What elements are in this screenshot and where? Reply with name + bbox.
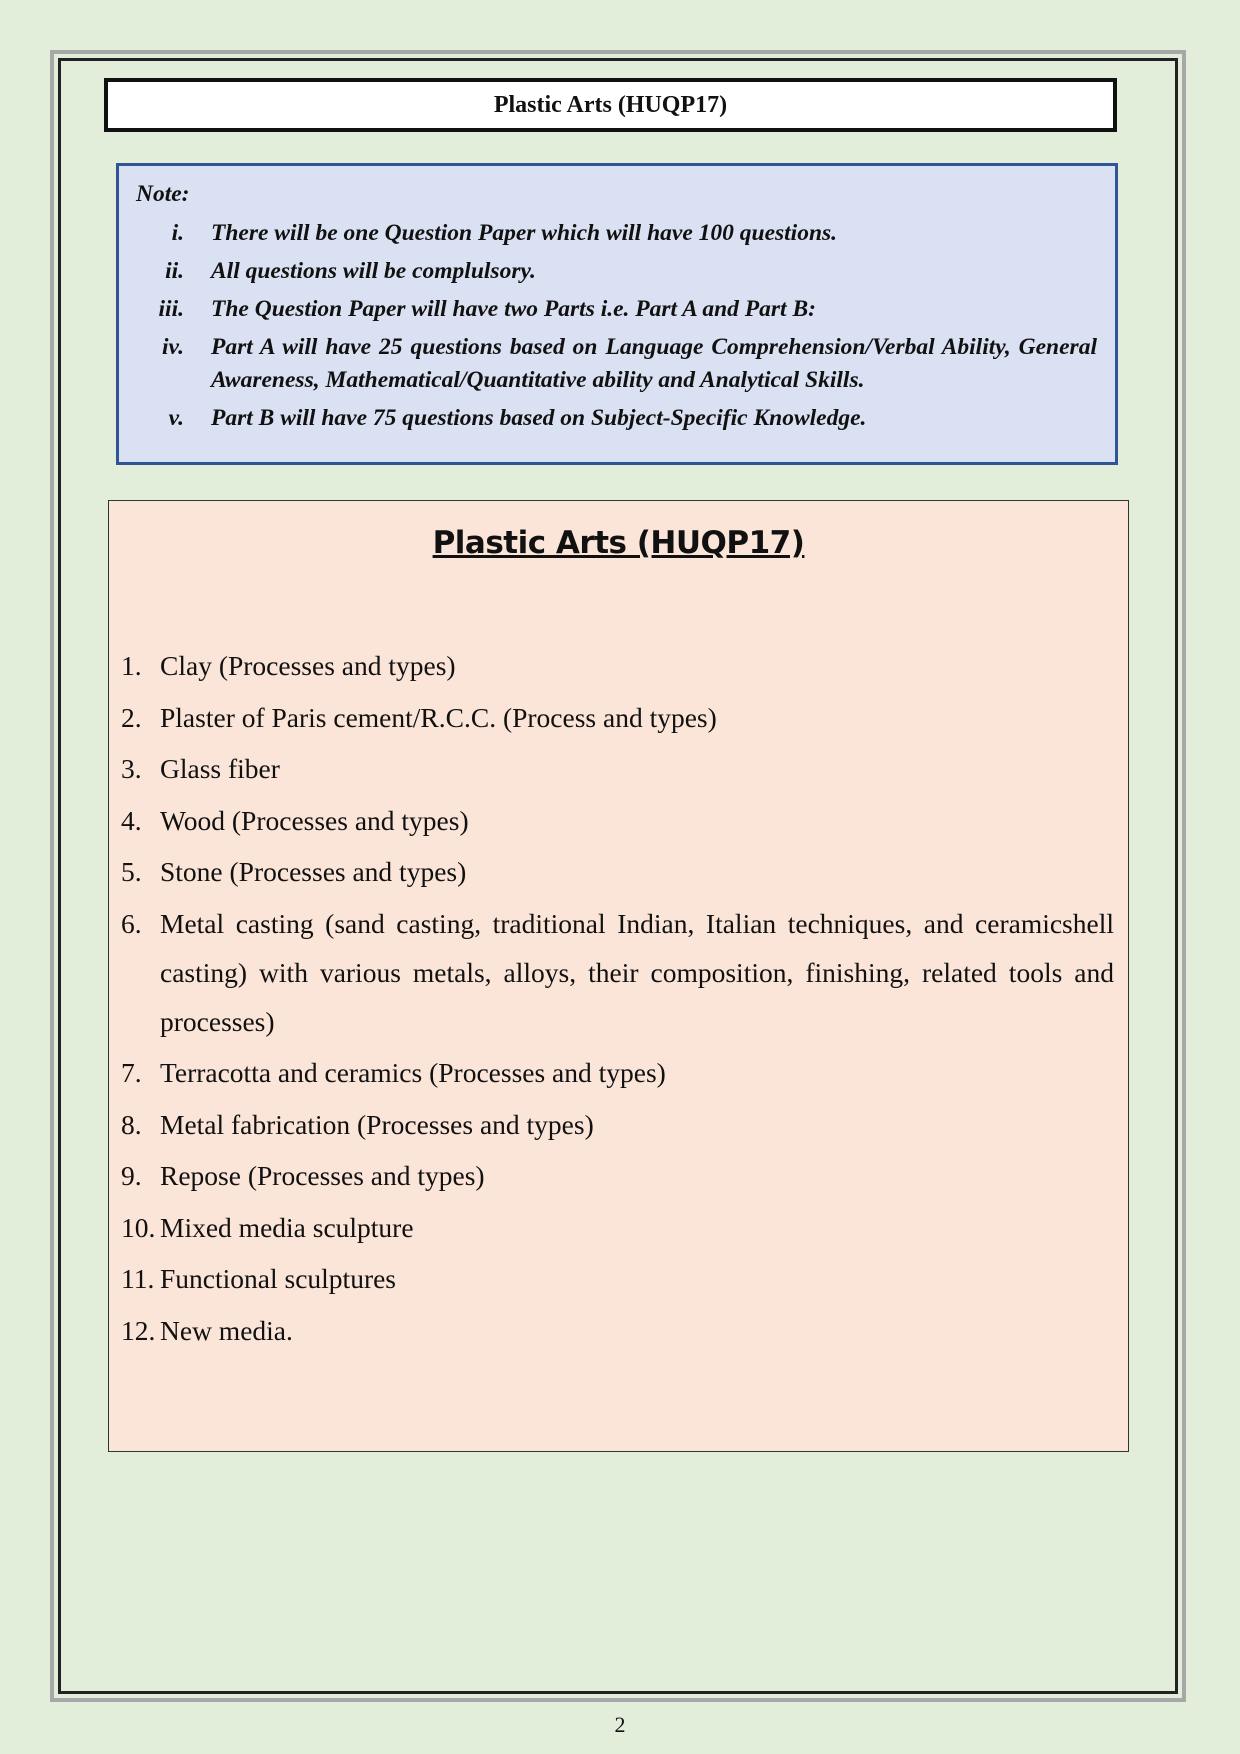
list-item [121, 744, 1114, 793]
note-heading: Note: [136, 181, 190, 207]
note-item-number: iii. [158, 296, 184, 322]
note-item-text: Part A will have 25 questions based on Language Comprehension/Verbal Ability, General Awareness, Mathematical/Quantitative ability and Analytical Skills. [211, 334, 1097, 393]
note-item [136, 293, 1097, 326]
list-item [121, 641, 1114, 690]
topic-number: 5. [121, 856, 142, 887]
topic-number: 8. [121, 1108, 142, 1140]
note-item [136, 331, 1097, 397]
list-item [121, 1254, 1114, 1303]
topic-number: 9. [121, 1160, 142, 1191]
note-item-number: iv. [162, 334, 184, 360]
topic-number: 3. [121, 753, 142, 784]
note-item [136, 217, 1097, 250]
list-item [121, 1151, 1114, 1200]
topic-text: Metal casting (sand casting, traditional Indian, Italian techniques, and ceramicshell casting) with various metals, alloys, their composition, finishing, related tools and processes) [160, 907, 1114, 1037]
topic-text: Clay (Processes and types) [160, 650, 456, 681]
topic-number: 11. [121, 1263, 155, 1294]
note-list [136, 217, 1097, 435]
note-item-number: ii. [165, 258, 184, 284]
note-item [136, 255, 1097, 288]
note-item-text: There will be one Question Paper which will have 100 questions. [211, 220, 838, 246]
topic-number: 4. [121, 804, 142, 836]
topic-text: Plaster of Paris cement/R.C.C. (Process and types) [160, 701, 717, 733]
topic-text: Mixed media sculpture [160, 1211, 414, 1243]
note-item-text: The Question Paper will have two Parts i.e. Part A and Part B: [211, 296, 816, 322]
topic-text: Repose (Processes and types) [160, 1160, 485, 1191]
syllabus-box [108, 500, 1129, 1452]
topic-text: Metal fabrication (Processes and types) [160, 1108, 594, 1140]
list-item [121, 796, 1114, 845]
header-title-box [104, 78, 1117, 132]
list-item [121, 847, 1114, 896]
topic-number: 1. [121, 650, 142, 681]
page-number: 2 [614, 1712, 626, 1737]
list-item [121, 899, 1114, 1046]
topic-number: 7. [121, 1057, 142, 1088]
topic-number: 2. [121, 701, 142, 733]
topic-text: New media. [160, 1314, 293, 1346]
topic-text: Functional sculptures [160, 1263, 397, 1294]
topic-text: Terracotta and ceramics (Processes and types) [160, 1057, 666, 1088]
list-item [121, 1306, 1114, 1355]
list-item [121, 1203, 1114, 1252]
note-item-number: i. [171, 220, 184, 246]
topic-number: 6. [121, 907, 142, 939]
list-item [121, 1048, 1114, 1097]
syllabus-title: Plastic Arts (HUQP17) [432, 525, 805, 561]
note-item-number: v. [168, 405, 184, 431]
topic-text: Wood (Processes and types) [160, 804, 469, 836]
list-item [121, 693, 1114, 742]
list-item [121, 1100, 1114, 1149]
header-title: Plastic Arts (HUQP17) [493, 91, 728, 118]
note-box [116, 163, 1118, 465]
note-item-text: All questions will be complulsory. [211, 258, 536, 284]
note-item [136, 402, 1097, 435]
topic-text: Glass fiber [160, 753, 280, 784]
topic-number: 10. [121, 1211, 156, 1243]
note-item-text: Part B will have 75 questions based on Subject-Specific Knowledge. [211, 405, 867, 431]
syllabus-topic-list [121, 641, 1114, 1357]
topic-number: 12. [121, 1314, 156, 1346]
topic-text: Stone (Processes and types) [160, 856, 467, 887]
